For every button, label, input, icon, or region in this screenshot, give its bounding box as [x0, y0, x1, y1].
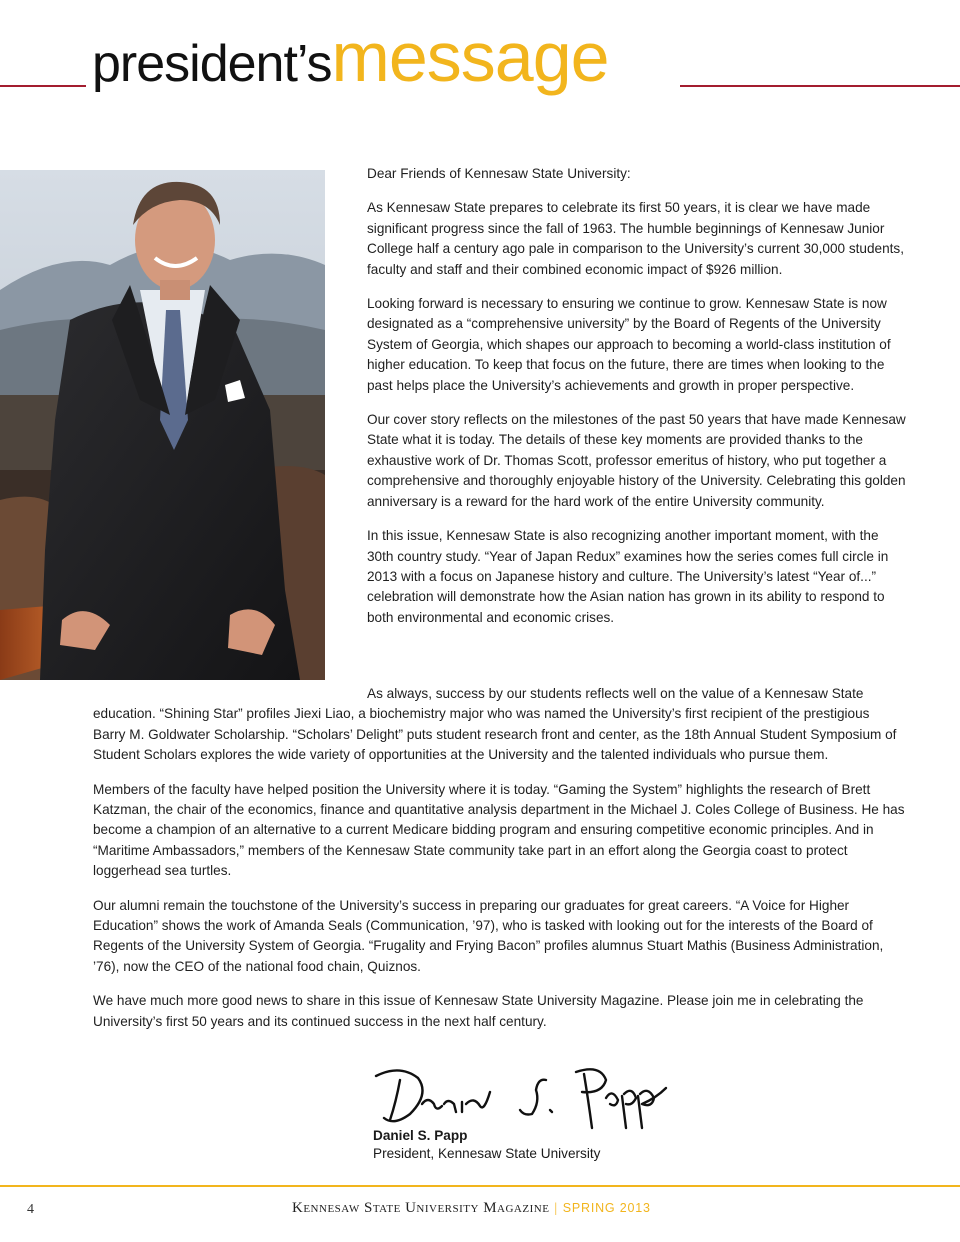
magazine-name: Kennesaw State University Magazine: [292, 1200, 550, 1216]
header-rule-right: [680, 85, 960, 87]
president-photo: [0, 170, 325, 680]
signature-name: Daniel S. Papp: [373, 1128, 468, 1143]
page-number: 4: [27, 1202, 34, 1217]
issue-label: SPRING 2013: [562, 1201, 651, 1215]
page-title-part1: president’s: [92, 35, 332, 93]
letter-paragraph-7: Our alumni remain the touchstone of the University’s success in preparing our graduates for great careers. “A Voice for Higher Education” shows the work of Amanda Seals (Communication, ’97), who is tasked with looking out for the interests of the Board of Regents of the University System of Georgia. “Frugality and Frying Bacon” profiles alumnus Stuart Mathis (Business Administration, ’76), now the CEO of the national food chain, Quiznos.: [93, 897, 884, 974]
footer-rule: [0, 1185, 960, 1187]
letter-paragraph-8: We have much more good news to share in this issue of Kennesaw State University Magazine. Please join me in celebrating the University’s first 50 years and its continued success in the next half century.: [93, 993, 864, 1029]
letter-paragraph-4: In this issue, Kennesaw State is also recognizing another important moment, with the 30th country study. “Year of Japan Redux” examines how the series comes full circle in 2013 with a focus on Japanese history and culture. The University’s latest “Year of...” celebration will demonstrate how the Asian nation has grown in its ability to respond to both environmental and economic crises.: [367, 528, 889, 625]
letter-paragraph-6: Members of the faculty have helped position the University where it is today. “Gaming the System” highlights the research of Brett Katzman, the chair of the economics, finance and quantitative analysis department in the Michael J. Coles College of Business. He has become a champion of an alternative to a current Medicare bidding program and ensuring competitive economic principles. And in “Maritime Ambassadors,” members of the Kennesaw State community take part in an effort along the Georgia coast to protect loggerhead sea turtles.: [93, 781, 905, 879]
letter-paragraph-5: As always, success by our students reflects well on the value of a Kennesaw State education. “Shining Star” profiles Jiexi Liao, a biochemistry major who was named the University’s first recipient of the prestigious Barry M. Goldwater Scholarship. “Scholars’ Delight” puts student research front and center, as the 18th Annual Student Symposium of Student Scholars explores the wide variety of opportunities at the University and the talented individuals who pursue them.: [93, 686, 897, 763]
handwritten-signature: [370, 1058, 670, 1136]
page-title-part2: message: [331, 18, 609, 96]
letter-paragraph-1: As Kennesaw State prepares to celebrate its first 50 years, it is clear we have made significant progress since the fall of 1963. The humble beginnings of Kennesaw Junior College half a century ago pale in comparison to the University’s current 30,000 students, faculty and staff and their combined economic impact of $926 million.: [367, 200, 905, 277]
letter-wide-section: [93, 684, 905, 1046]
footer-masthead: [292, 1200, 651, 1217]
page-title: [92, 18, 609, 96]
signature-title: President, Kennesaw State University: [373, 1146, 601, 1161]
header-rule-left: [0, 85, 86, 87]
letter-paragraph-2: Looking forward is necessary to ensuring we continue to grow. Kennesaw State is now designated as a “comprehensive university” by the Board of Regents of the University System of Georgia, which shapes our approach to becoming a world-class institution of higher education. To keep that focus on the future, there are times when looking to the past helps place the University’s achievements and growth in proper perspective.: [367, 296, 891, 393]
letter-paragraph-3: Our cover story reflects on the milestones of the past 50 years that have made Kennesaw State what it is today. The details of these key moments are provided thanks to the exhaustive work of Dr. Thomas Scott, professor emeritus of history, who put together a comprehensive and thoroughly enjoyable history of the University. Celebrating this golden anniversary is a reward for the hard work of the entire University community.: [367, 412, 906, 509]
letter-salutation: Dear Friends of Kennesaw State University:: [367, 166, 631, 181]
president-portrait-illustration: [0, 170, 325, 680]
letter-column: [367, 164, 907, 642]
footer-separator: |: [554, 1201, 558, 1216]
